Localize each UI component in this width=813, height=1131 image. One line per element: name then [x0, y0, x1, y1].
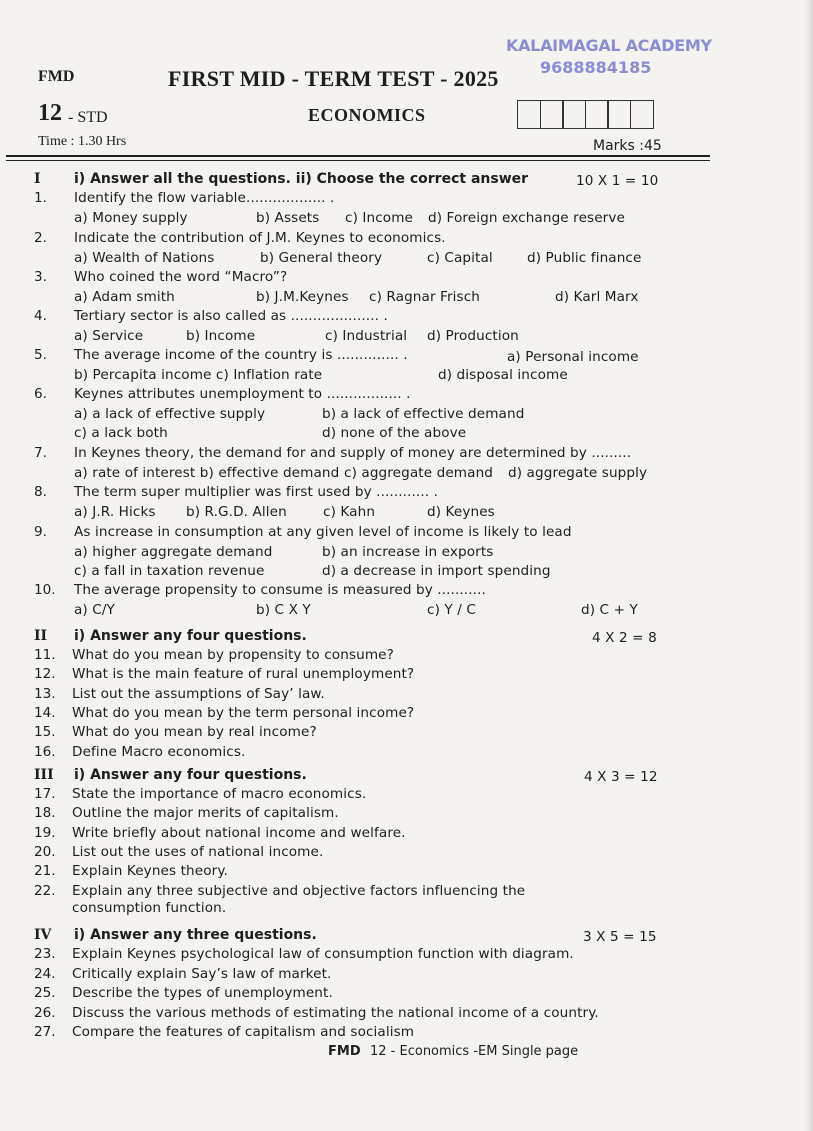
- question-text: The term super multiplier was first used by ............ .: [74, 484, 439, 500]
- question-number: 7.: [34, 445, 47, 461]
- question-number: 11.: [34, 647, 56, 663]
- marks-label: Marks :45: [593, 138, 662, 154]
- question-text: In Keynes theory, the demand for and supply of money are determined by .........: [74, 445, 632, 461]
- question-text: Who coined the word “Macro”?: [74, 269, 288, 285]
- section-2-marks: 4 X 2 = 8: [592, 630, 657, 646]
- option: d) aggregate supply: [508, 464, 648, 481]
- std-label: - STD: [68, 109, 108, 126]
- question-text: What is the main feature of rural unemployment?: [72, 666, 415, 683]
- option: a) J.R. Hicks: [74, 503, 156, 520]
- option: d) a decrease in import spending: [322, 563, 551, 580]
- question-number: 1.: [34, 190, 47, 206]
- std-number: 12: [38, 100, 62, 126]
- section-2-roman: II: [34, 628, 48, 644]
- page-edge-shadow: [805, 0, 813, 1131]
- question-text: Keynes attributes unemployment to ................. .: [74, 386, 411, 402]
- question-number: 10.: [34, 582, 56, 598]
- register-number-boxes: [517, 100, 652, 129]
- question-text: What do you mean by real income?: [72, 724, 317, 741]
- question-number: 2.: [34, 230, 47, 246]
- option: c) Industrial: [325, 327, 408, 344]
- option: a) Adam smith: [74, 288, 175, 305]
- section-3-marks: 4 X 3 = 12: [584, 769, 658, 785]
- question-text: Identify the flow variable.................. .: [74, 190, 335, 206]
- option: c) a lack both: [74, 425, 168, 442]
- option: a) Personal income: [507, 349, 639, 365]
- section-4-heading: i) Answer any three questions.: [74, 927, 317, 943]
- question-number: 15.: [34, 724, 56, 741]
- academy-watermark: KALAIMAGAL ACADEMY: [506, 36, 712, 55]
- option: d) disposal income: [438, 366, 568, 383]
- section-1-roman: I: [34, 171, 41, 187]
- paper-code: FMD: [38, 68, 75, 85]
- question-number: 17.: [34, 786, 56, 802]
- option: c) Y / C: [427, 601, 476, 618]
- question-number: 3.: [34, 269, 47, 285]
- question-number: 9.: [34, 524, 47, 540]
- header-rule: [6, 155, 710, 157]
- header-rule-thin: [6, 160, 710, 161]
- q22-continuation: consumption function.: [72, 900, 227, 916]
- section-1-marks: 10 X 1 = 10: [576, 173, 659, 189]
- question-number: 14.: [34, 704, 56, 721]
- question-text: Compare the features of capitalism and socialism: [72, 1024, 415, 1040]
- question-text: Explain Keynes psychological law of consumption function with diagram.: [72, 946, 574, 962]
- question-text: The average propensity to consume is measured by ...........: [74, 582, 486, 598]
- option: c) Income: [345, 209, 414, 226]
- option: d) Keynes: [427, 503, 495, 520]
- option: c) Kahn: [323, 503, 376, 520]
- question-number: 16.: [34, 743, 56, 760]
- question-text: Describe the types of unemployment.: [72, 985, 333, 1001]
- question-text: What do you mean by propensity to consume?: [72, 647, 394, 663]
- question-number: 5.: [34, 347, 47, 363]
- question-number: 24.: [34, 965, 56, 982]
- option: c) Capital: [427, 249, 493, 266]
- question-text: As increase in consumption at any given level of income is likely to lead: [74, 524, 572, 540]
- question-text: The average income of the country is .............. .: [74, 347, 408, 363]
- option: b) a lack of effective demand: [322, 405, 525, 422]
- question-text: List out the assumptions of Say’ law.: [72, 685, 325, 702]
- footer-text: 12 - Economics -EM Single page: [370, 1044, 579, 1059]
- option: d) C + Y: [581, 601, 638, 618]
- question-number: 4.: [34, 308, 47, 324]
- option: d) Public finance: [527, 249, 642, 266]
- option: b) J.M.Keynes: [256, 288, 349, 305]
- section-1-heading: i) Answer all the questions. ii) Choose the correct answer: [74, 171, 529, 187]
- option: a) Money supply: [74, 209, 188, 226]
- option: a) higher aggregate demand: [74, 543, 273, 560]
- footer-code: FMD: [328, 1044, 361, 1059]
- question-text: Explain any three subjective and objective factors influencing the: [72, 882, 526, 899]
- option: b) an increase in exports: [322, 543, 494, 560]
- question-number: 25.: [34, 985, 56, 1001]
- question-number: 8.: [34, 484, 47, 500]
- question-number: 18.: [34, 805, 56, 822]
- question-text: Define Macro economics.: [72, 743, 246, 760]
- question-text: List out the uses of national income.: [72, 843, 324, 860]
- question-text: Outline the major merits of capitalism.: [72, 805, 339, 822]
- option: c) a fall in taxation revenue: [74, 563, 265, 580]
- question-text: Explain Keynes theory.: [72, 863, 228, 880]
- option: c) Ragnar Frisch: [369, 288, 481, 305]
- question-text: Write briefly about national income and welfare.: [72, 824, 406, 841]
- question-text: Indicate the contribution of J.M. Keynes to economics.: [74, 230, 446, 246]
- question-text: What do you mean by the term personal income?: [72, 704, 415, 721]
- question-number: 19.: [34, 824, 56, 841]
- option: b) Assets: [256, 209, 320, 226]
- section-4-roman: IV: [34, 927, 52, 943]
- section-4-marks: 3 X 5 = 15: [583, 929, 657, 945]
- question-number: 21.: [34, 863, 56, 880]
- option: b) General theory: [260, 249, 383, 266]
- option: a) Wealth of Nations: [74, 249, 215, 266]
- section-3-roman: III: [34, 767, 54, 783]
- page-title: FIRST MID - TERM TEST - 2025: [168, 66, 499, 91]
- question-text: State the importance of macro economics.: [72, 786, 367, 802]
- option: b) Percapita income c) Inflation rate: [74, 366, 323, 383]
- subject-title: ECONOMICS: [308, 105, 426, 125]
- question-number: 27.: [34, 1024, 56, 1040]
- time-label: Time : 1.30 Hrs: [38, 134, 127, 149]
- question-text: Tertiary sector is also called as .................... .: [74, 308, 388, 324]
- option: c) aggregate demand: [344, 464, 494, 481]
- option: d) Foreign exchange reserve: [428, 209, 625, 226]
- option: b) Income: [186, 327, 256, 344]
- question-number: 13.: [34, 685, 56, 702]
- section-3-heading: i) Answer any four questions.: [74, 767, 307, 783]
- question-number: 22.: [34, 882, 56, 899]
- question-number: 12.: [34, 666, 56, 683]
- academy-phone: 9688884185: [540, 58, 652, 77]
- question-text: Critically explain Say’s law of market.: [72, 965, 332, 982]
- question-number: 26.: [34, 1004, 56, 1021]
- option: a) C/Y: [74, 601, 115, 618]
- option: b) C X Y: [256, 601, 311, 618]
- question-number: 23.: [34, 946, 56, 962]
- question-number: 20.: [34, 843, 56, 860]
- question-text: Discuss the various methods of estimating the national income of a country.: [72, 1004, 599, 1021]
- option: a) a lack of effective supply: [74, 405, 266, 422]
- question-number: 6.: [34, 386, 47, 402]
- option: b) R.G.D. Allen: [186, 503, 287, 520]
- option: d) Karl Marx: [555, 288, 639, 305]
- section-2-heading: i) Answer any four questions.: [74, 628, 307, 644]
- option: d) none of the above: [322, 425, 467, 442]
- option: a) Service: [74, 327, 144, 344]
- option: d) Production: [427, 327, 519, 344]
- option: a) rate of interest b) effective demand: [74, 464, 340, 481]
